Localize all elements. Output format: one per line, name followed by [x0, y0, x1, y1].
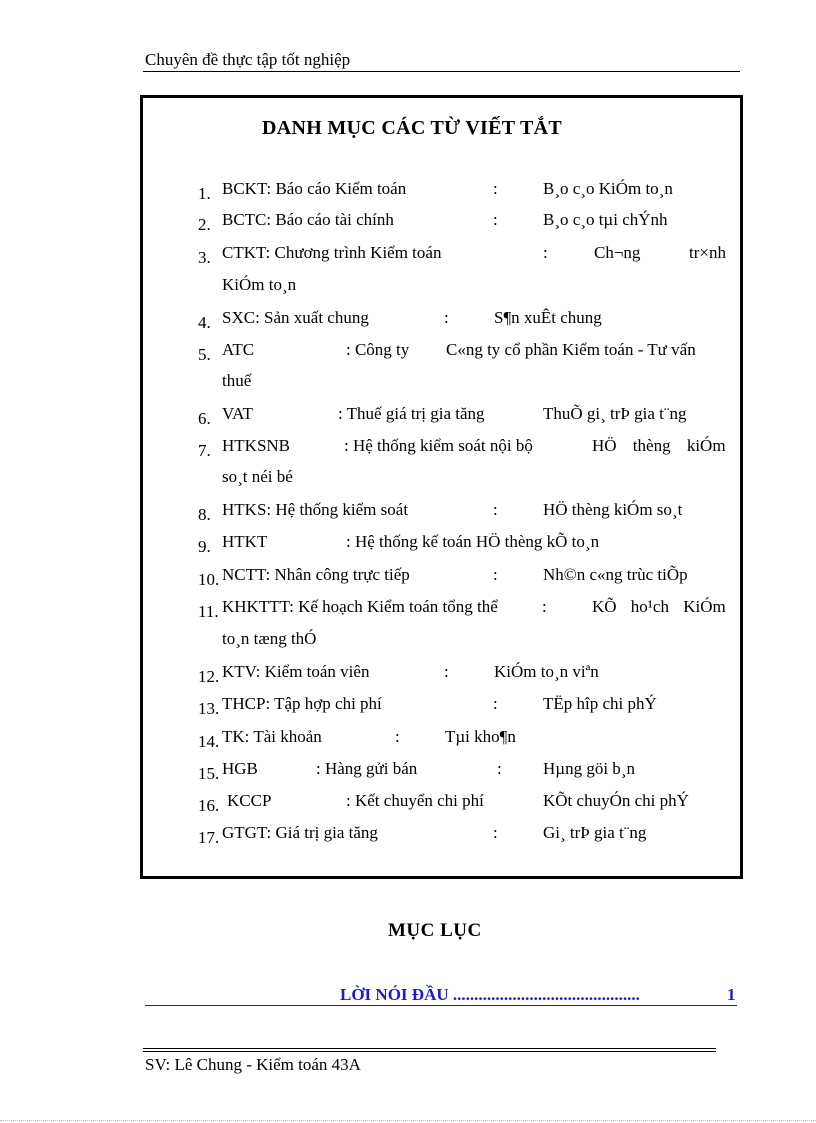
abbreviation-legacy-text: tr×nh	[689, 243, 726, 262]
abbreviation-legacy-text: S¶n xuÊt chung	[494, 308, 602, 327]
toc-entry-link[interactable]: LỜI NÓI ĐẦU ............................................	[340, 985, 640, 1004]
abbreviation-separator: :	[395, 727, 400, 746]
row-number: 7.	[198, 441, 211, 460]
toc-title: MỤC LỤC	[388, 920, 482, 941]
abbreviation-legacy-text: Nh©n c«ng trùc tiÕp	[543, 565, 688, 584]
abbreviation-row	[0, 756, 816, 782]
abbreviation-row	[0, 305, 816, 331]
row-number: 9.	[198, 537, 211, 556]
row-number: 4.	[198, 313, 211, 332]
row-number: 16.	[198, 796, 220, 815]
document-header: Chuyên đề thực tập tốt nghiệp	[145, 50, 351, 69]
abbreviation-separator: :	[493, 210, 498, 229]
toc-entry-page[interactable]: 1	[727, 985, 736, 1004]
abbreviation-legacy-text: B¸o c¸o tµi chÝnh	[543, 210, 668, 229]
abbreviation-legacy-text: Gi¸ trÞ gia t¨ng	[543, 823, 647, 842]
footer-rule	[143, 1048, 716, 1049]
abbreviation-legacy-text: Ch¬ng	[594, 243, 641, 262]
abbreviation-row	[0, 207, 816, 233]
abbreviation-row	[0, 724, 816, 750]
abbreviation-legacy-text: KÕt chuyÓn chi phÝ	[543, 791, 689, 810]
abbreviation-legacy-text: C«ng ty cổ phần Kiểm toán - Tư vấn	[446, 340, 696, 359]
abbreviation-separator: :	[493, 823, 498, 842]
row-number: 1.	[198, 184, 211, 203]
abbreviation-continuation: to¸n tæng thÓ	[222, 629, 317, 648]
abbreviation-term: TK: Tài khoản	[222, 727, 322, 746]
abbreviation-row	[0, 788, 816, 814]
row-number: 15.	[198, 764, 220, 783]
page-edge	[0, 1120, 816, 1121]
row-number: 12.	[198, 667, 220, 686]
header-rule	[143, 71, 740, 72]
abbreviation-row	[0, 529, 816, 555]
abbreviation-legacy-text: KÕ ho¹ch KiÓm	[592, 597, 726, 616]
abbreviation-separator: :	[493, 565, 498, 584]
abbreviation-separator: :	[542, 597, 547, 616]
toc-link-underline	[145, 1005, 737, 1006]
abbreviations-title: DANH MỤC CÁC TỪ VIẾT TẮT	[262, 117, 563, 139]
row-number: 13.	[198, 699, 220, 718]
abbreviation-term: BCTC: Báo cáo tài chính	[222, 210, 394, 229]
abbreviation-separator: : Kết chuyển chi phí	[346, 791, 484, 810]
abbreviation-separator: : Hệ thống kiểm soát nội bộ	[344, 436, 533, 455]
abbreviation-separator: :	[493, 694, 498, 713]
abbreviation-row	[0, 820, 816, 846]
abbreviation-row	[0, 594, 816, 620]
abbreviation-separator: :	[497, 759, 502, 778]
row-number: 14.	[198, 732, 220, 751]
row-number: 8.	[198, 505, 211, 524]
abbreviation-separator: : Công ty	[346, 340, 410, 359]
abbreviation-term: HTKT	[222, 532, 268, 551]
abbreviation-row	[0, 337, 816, 363]
abbreviation-row	[0, 691, 816, 717]
abbreviation-term: HGB	[222, 759, 258, 778]
abbreviation-legacy-text: ThuÕ gi¸ trÞ gia t¨ng	[543, 404, 687, 423]
abbreviation-term: ATC	[222, 340, 255, 359]
abbreviation-continuation: thuế	[222, 371, 252, 390]
abbreviation-legacy-text: HÖ thèng kiÓm so¸t	[543, 500, 683, 519]
abbreviation-term: BCKT: Báo cáo Kiểm toán	[222, 179, 407, 198]
abbreviation-legacy-text: TËp hîp chi phÝ	[543, 694, 657, 713]
row-number: 11.	[198, 602, 219, 621]
abbreviation-term: CTKT: Chương trình Kiểm toán	[222, 243, 442, 262]
abbreviation-row	[0, 433, 816, 459]
abbreviation-term: GTGT: Giá trị gia tăng	[222, 823, 378, 842]
document-footer: SV: Lê Chung - Kiểm toán 43A	[145, 1055, 361, 1074]
abbreviation-term: HTKSNB	[222, 436, 291, 455]
abbreviation-separator: : Hệ thống kế toán HÖ thèng kÕ to¸n	[346, 532, 600, 551]
abbreviation-legacy-text: Tµi kho¶n	[445, 727, 516, 746]
abbreviation-legacy-text: Hµng göi b¸n	[543, 759, 635, 778]
abbreviation-row	[0, 659, 816, 685]
row-number: 3.	[198, 248, 211, 267]
abbreviation-row	[0, 401, 816, 427]
row-number: 6.	[198, 409, 211, 428]
abbreviation-separator: : Hàng gửi bán	[316, 759, 418, 778]
footer-rule	[143, 1051, 716, 1052]
abbreviation-term: VAT	[222, 404, 253, 423]
abbreviation-row	[0, 497, 816, 523]
abbreviation-term: KTV: Kiểm toán viên	[222, 662, 370, 681]
row-number: 10.	[198, 570, 220, 589]
abbreviation-row	[0, 240, 816, 266]
abbreviation-separator: :	[444, 308, 449, 327]
abbreviation-separator: :	[543, 243, 548, 262]
row-number: 2.	[198, 215, 211, 234]
abbreviation-legacy-text: B¸o c¸o KiÓm to¸n	[543, 179, 673, 198]
abbreviation-row	[0, 562, 816, 588]
abbreviation-separator: :	[493, 179, 498, 198]
row-number: 17.	[198, 828, 220, 847]
abbreviation-separator: :	[444, 662, 449, 681]
abbreviation-legacy-text: KiÓm to¸n viªn	[494, 662, 599, 681]
abbreviation-term: HTKS: Hệ thống kiểm soát	[222, 500, 409, 519]
abbreviation-term: SXC: Sản xuất chung	[222, 308, 369, 327]
abbreviation-continuation: so¸t néi bé	[222, 467, 293, 486]
abbreviation-separator: : Thuế giá trị gia tăng	[338, 404, 485, 423]
abbreviation-term: NCTT: Nhân công trực tiếp	[222, 565, 410, 584]
abbreviation-term: KCCP	[227, 791, 272, 810]
abbreviation-term: THCP: Tập hợp chi phí	[222, 694, 382, 713]
row-number: 5.	[198, 345, 211, 364]
abbreviation-row	[0, 176, 816, 202]
abbreviation-legacy-text: HÖ thèng kiÓm	[592, 436, 726, 455]
abbreviation-term: KHKTTT: Kế hoạch Kiểm toán tổng thể	[222, 597, 498, 616]
abbreviation-continuation: KiÓm to¸n	[222, 275, 297, 294]
abbreviation-separator: :	[493, 500, 498, 519]
